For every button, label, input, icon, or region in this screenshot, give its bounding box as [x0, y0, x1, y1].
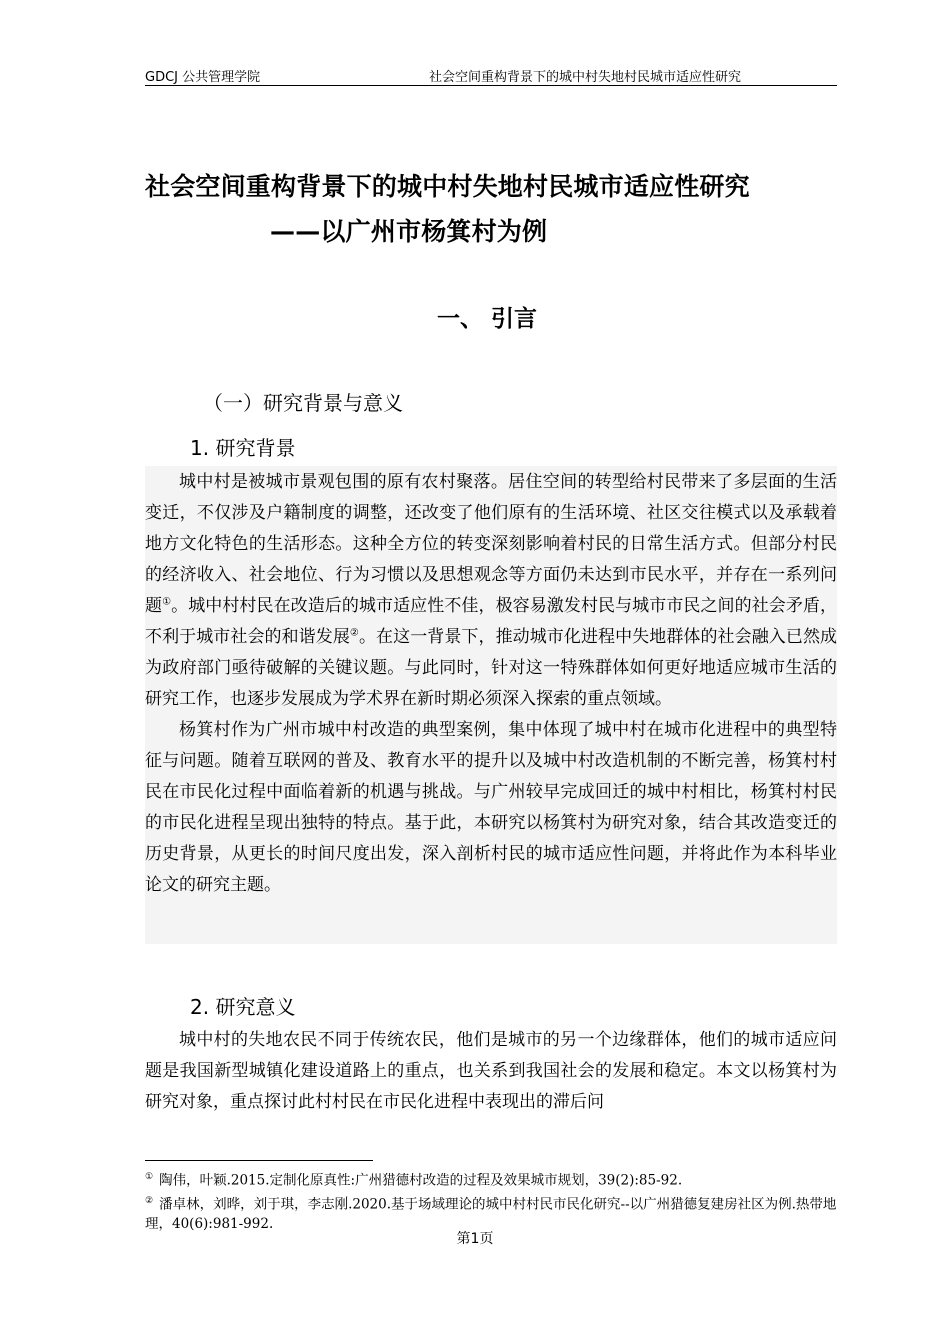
paragraph: 城中村的失地农民不同于传统农民，他们是城市的另一个边缘群体，他们的城市适应问题是我国新型城镇化建设道路上的重点，也关系到我国社会的发展和稳定。本文以杨箕村为研究对象，重点探讨此村村民在市民化进程中表现出的滞后问: [145, 1030, 837, 1112]
footnote-ref[interactable]: ②: [349, 627, 359, 639]
subsection-heading: （一）研究背景与意义: [203, 391, 403, 415]
research-background-text: [145, 467, 837, 901]
title-line1: 社会空间重构背景下的城中村失地村民城市适应性研究: [145, 172, 750, 201]
footnote-ref[interactable]: ①: [162, 596, 172, 608]
header-right: 社会空间重构背景下的城中村失地村民城市适应性研究: [429, 70, 742, 85]
header-rule: [145, 85, 837, 86]
section-heading: 一、 引言: [437, 306, 538, 332]
item1-heading: 1. 研究背景: [190, 436, 296, 460]
item2-heading: 2. 研究意义: [190, 995, 296, 1019]
footnote-rule: [145, 1160, 373, 1161]
paragraph: 城中村是被城市景观包围的原有农村聚落。居住空间的转型给村民带来了多层面的生活变迁，不仅涉及户籍制度的调整，还改变了他们原有的生活环境、社区交往模式以及承载着地方文化特色的生活形态。这种全方位的转变深刻影响着村民的日常生活方式。但部分村民的经济收入、社会地位、行为习惯以及思想观念等方面仍未达到市民水平，并存在一系列问题①。城中村村民在改造后的城市适应性不佳，极容易激发村民与城市市民之间的社会矛盾，不利于城市社会的和谐发展②。在这一背景下，推动城市化进程中失地群体的社会融入已然成为政府部门亟待破解的关键议题。与此同时，针对这一特殊群体如何更好地适应城市生活的研究工作，也逐步发展成为学术界在新时期必须深入探索的重点领域。: [145, 472, 838, 709]
footnote-2: ② 潘卓林，刘晔，刘于琪，李志刚.2020.基于场域理论的城中村村民市民化研究--以广州猎德复建房社区为例.热带地理，40(6):981-992.: [145, 1195, 837, 1232]
page-number: 第1页: [456, 1231, 494, 1247]
research-significance-text: [145, 1025, 837, 1118]
footnotes: [145, 1167, 837, 1234]
title-line2: ——以广州市杨箕村为例: [270, 217, 548, 246]
paragraph: 杨箕村作为广州市城中村改造的典型案例，集中体现了城中村在城市化进程中的典型特征与问题。随着互联网的普及、教育水平的提升以及城中村改造机制的不断完善，杨箕村村民在市民化过程中面临着新的机遇与挑战。与广州较早完成回迁的城中村相比，杨箕村村民的市民化进程呈现出独特的特点。基于此，本研究以杨箕村为研究对象，结合其改造变迁的历史背景，从更长的时间尺度出发，深入剖析村民的城市适应性问题，并将此作为本科毕业论文的研究主题。: [145, 720, 837, 895]
header-left: GDCJ 公共管理学院: [145, 70, 261, 85]
footnote-1: ① 陶伟，叶颖.2015.定制化原真性:广州猎德村改造的过程及效果城市规划，39(2):85-92.: [145, 1172, 683, 1189]
